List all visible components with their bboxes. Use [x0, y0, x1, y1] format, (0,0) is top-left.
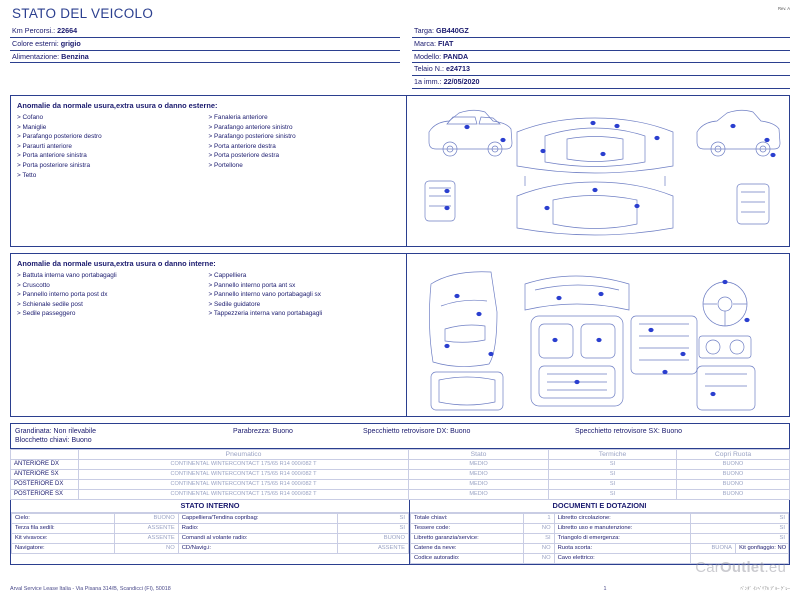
interior-value: ASSENTE	[115, 533, 179, 543]
tyre-state: MEDIO	[409, 489, 549, 499]
documents-title: DOCUMENTI E DOTAZIONI	[410, 500, 789, 513]
tyres-header-termiche: Termiche	[549, 449, 677, 459]
list-item: > Cofano	[17, 113, 44, 121]
list-item: > Tetto	[17, 171, 37, 179]
condition-blocchetto-label: Blocchetto chiavi:	[15, 437, 70, 445]
internal-damage-col-1	[17, 271, 209, 319]
tyres-header-row	[11, 449, 790, 459]
list-item: > Sedile passeggero	[17, 310, 76, 318]
field-colore-value: grigio	[60, 38, 81, 48]
table-row	[411, 543, 789, 553]
list-item: > Fanaleria anteriore	[208, 113, 268, 121]
identification-left-column	[10, 25, 400, 89]
list-item: > Schienale sedile post	[17, 300, 83, 308]
list-item: > Pannello interno vano portabagagli sx	[208, 291, 321, 299]
tyre-hubcap: BUONO	[677, 469, 790, 479]
field-marca-value: FIAT	[437, 38, 454, 48]
field-km-label: Km Percorsi.:	[12, 26, 56, 35]
tyre-state: MEDIO	[409, 459, 549, 469]
condition-grandinata-label: Grandinata:	[15, 427, 52, 435]
interior-label: Navigatore:	[12, 543, 115, 553]
field-targa	[412, 25, 790, 38]
external-damage-col-1	[17, 113, 209, 180]
exterior-vehicle-diagram	[407, 96, 789, 246]
list-item: > Sedile guidatore	[208, 300, 261, 308]
field-targa-value: GB440GZ	[435, 26, 469, 35]
interior-status-panel	[10, 500, 410, 565]
list-item: > Cappelliera	[208, 271, 247, 279]
field-alimentazione	[10, 51, 400, 64]
condition-parabrezza-value: Buono	[272, 427, 293, 435]
documents-table	[410, 513, 789, 564]
list-item: > Porta anteriore sinistra	[17, 152, 87, 160]
document-value: SI	[690, 513, 788, 523]
tyres-table	[10, 449, 790, 500]
table-row	[11, 489, 790, 499]
internal-damage-col-2	[209, 271, 401, 319]
document-value: SI	[690, 533, 788, 543]
tyre-hubcap: BUONO	[677, 479, 790, 489]
list-item: > Portellone	[208, 161, 243, 169]
tyre-hubcap: BUONO	[677, 459, 790, 469]
tyre-model: CONTINENTAL WINTERCONTACT 175/65 R14 000/082 T	[79, 459, 409, 469]
list-item: > Porta posteriore destra	[208, 152, 280, 160]
list-item: > Porta anteriore destra	[208, 142, 276, 150]
document-label: Libretto circolazione:	[554, 513, 690, 523]
watermark	[695, 559, 786, 576]
list-item: > Maniglie	[17, 123, 47, 131]
document-label: Libretto garanzia/service:	[411, 533, 524, 543]
document-value: BUONA	[690, 543, 735, 553]
list-item: > Tappezzeria interna vano portabagagli	[208, 310, 323, 318]
internal-damage-block	[10, 253, 790, 417]
interior-label: Kit vivavoce:	[12, 533, 115, 543]
document-label: Tessere code:	[411, 523, 524, 533]
list-item: > Cruscotto	[17, 281, 50, 289]
interior-value: SI	[337, 513, 408, 523]
interior-status-table	[11, 513, 409, 554]
identification-section	[10, 25, 790, 89]
field-telaio	[412, 63, 790, 76]
list-item: > Porta posteriore sinistra	[17, 161, 90, 169]
table-row	[12, 513, 409, 523]
document-extra	[736, 543, 789, 553]
condition-parabrezza-label: Parabrezza:	[233, 427, 271, 435]
condition-specchietto-sx-value: Buono	[661, 427, 683, 435]
table-row	[12, 533, 409, 543]
interior-label: CD/Navig.i:	[178, 543, 337, 553]
list-item: > Parafango anteriore sinistro	[208, 123, 293, 131]
footer-address: Arval Service Lease Italia - Via Pisana 314/B, Scandicci (FI), 50018	[10, 586, 171, 592]
table-row	[12, 523, 409, 533]
document-label: Totale chiavi:	[411, 513, 524, 523]
interior-label: Cappelliera/Tendina copribag:	[178, 513, 337, 523]
list-item: > Paraurti anteriore	[17, 142, 72, 150]
table-row	[411, 523, 789, 533]
field-km-value: 22664	[57, 26, 78, 35]
field-modello-label: Modello:	[414, 51, 442, 61]
table-row	[11, 479, 790, 489]
list-item: > Parafango posteriore destro	[17, 133, 102, 141]
watermark-part2: Outlet	[720, 559, 765, 576]
interior-status-title: STATO INTERNO	[11, 500, 409, 513]
tyre-model: CONTINENTAL WINTERCONTACT 175/65 R14 000/082 T	[79, 469, 409, 479]
field-km	[10, 25, 400, 38]
condition-blocchetto-value: Buono	[71, 437, 92, 445]
internal-damage-text	[11, 254, 407, 416]
external-damage-title: Anomalie da normale usura,extra usura o danno esterne:	[17, 100, 218, 110]
condition-specchietto-dx-value: Buono	[450, 427, 471, 435]
footer-note: ﾊﾟﾝﾀﾞ ｲﾝﾍﾟﾘｱﾙ ﾌﾞﾙｰ ｸﾞﾚｰ	[740, 586, 790, 591]
watermark-part3: .eu	[764, 559, 786, 576]
field-colore	[10, 38, 400, 51]
tyres-header-copriruota: Copri Ruota	[677, 449, 790, 459]
tyre-thermal: SI	[549, 459, 677, 469]
tyre-thermal: SI	[549, 479, 677, 489]
table-row	[11, 469, 790, 479]
condition-parabrezza	[233, 427, 363, 436]
tyres-header-stato: Stato	[409, 449, 549, 459]
document-label: Ruota scorta:	[554, 543, 690, 553]
tyre-state: MEDIO	[409, 479, 549, 489]
conditions-row-1	[15, 427, 785, 436]
field-telaio-value: e24713	[445, 64, 470, 74]
bottom-panels	[10, 500, 790, 565]
field-alimentazione-label: Alimentazione:	[12, 51, 60, 61]
field-modello-value: PANDA	[443, 51, 469, 61]
list-item: > Pannello interno porta ant sx	[208, 281, 296, 289]
list-item: > Pannello interno porta post dx	[17, 291, 108, 299]
tyre-position: POSTERIORE SX	[11, 489, 79, 499]
condition-grandinata	[15, 427, 233, 436]
document-label: Cavo elettrico:	[554, 553, 690, 563]
field-immatricolazione-value: 22/05/2020	[443, 77, 480, 87]
document-extra-value: NO	[777, 545, 787, 552]
table-row	[411, 513, 789, 523]
tyres-header-pneumatico: Pneumatico	[79, 449, 409, 459]
document-extra-label: Kit gonfiaggio:	[739, 545, 776, 552]
document-value: SI	[524, 533, 554, 543]
document-label: Triangolo di emergenza:	[554, 533, 690, 543]
field-telaio-label: Telaio N.:	[414, 64, 444, 74]
table-row	[11, 459, 790, 469]
interior-value: BUONO	[115, 513, 179, 523]
list-item: > Battuta interna vano portabagagli	[17, 271, 117, 279]
document-label: Codice autoradio:	[411, 553, 524, 563]
tyres-header-blank	[11, 449, 79, 459]
field-alimentazione-value: Benzina	[61, 51, 89, 61]
document-label: Libretto uso e manutenzione:	[554, 523, 690, 533]
tyre-thermal: SI	[549, 489, 677, 499]
interior-label: Cielo:	[12, 513, 115, 523]
document-value: NO	[524, 553, 554, 563]
footer	[10, 586, 790, 592]
interior-diagram-pane	[407, 254, 789, 416]
exterior-diagram-pane	[407, 96, 789, 246]
interior-value: NO	[115, 543, 179, 553]
external-damage-text	[11, 96, 407, 246]
interior-value: ASSENTE	[337, 543, 408, 553]
document-value: 1	[524, 513, 554, 523]
footer-page-number: 1	[603, 586, 607, 592]
watermark-part1: Car	[695, 559, 721, 576]
tyre-model: CONTINENTAL WINTERCONTACT 175/65 R14 000/082 T	[79, 479, 409, 489]
revision-label: Rev. A	[777, 6, 790, 11]
table-row	[411, 533, 789, 543]
table-row	[12, 543, 409, 553]
tyre-state: MEDIO	[409, 469, 549, 479]
condition-specchietto-sx	[575, 427, 785, 436]
field-targa-label: Targa:	[414, 26, 434, 35]
documents-panel	[410, 500, 790, 565]
conditions-row-2	[15, 436, 785, 445]
tyre-hubcap: BUONO	[677, 489, 790, 499]
interior-value: BUONO	[337, 533, 408, 543]
field-marca	[412, 38, 790, 51]
list-item: > Parafango posteriore sinistro	[208, 133, 296, 141]
condition-specchietto-sx-label: Specchietto retrovisore SX:	[575, 427, 660, 435]
document-value: NO	[524, 523, 554, 533]
tyre-position: ANTERIORE SX	[11, 469, 79, 479]
conditions-section	[10, 423, 790, 449]
tyre-thermal: SI	[549, 469, 677, 479]
condition-specchietto-dx-label: Specchietto retrovisore DX:	[363, 427, 449, 435]
identification-right-column	[400, 25, 790, 89]
interior-label: Comandi al volante radio:	[178, 533, 337, 543]
condition-specchietto-dx	[363, 427, 575, 436]
external-damage-block	[10, 95, 790, 247]
interior-vehicle-diagram	[407, 254, 789, 416]
tyre-position: POSTERIORE DX	[11, 479, 79, 489]
field-marca-label: Marca:	[414, 38, 436, 48]
field-immatricolazione	[412, 76, 790, 89]
internal-damage-title: Anomalie da normale usura,extra usura o danno interne:	[17, 258, 216, 268]
document-value: NO	[524, 543, 554, 553]
interior-value: SI	[337, 523, 408, 533]
interior-label: Radio:	[178, 523, 337, 533]
interior-value: ASSENTE	[115, 523, 179, 533]
document-value: SI	[690, 523, 788, 533]
field-colore-label: Colore esterni:	[12, 38, 59, 48]
condition-grandinata-value: Non rilevabile	[53, 427, 96, 435]
tyre-model: CONTINENTAL WINTERCONTACT 175/65 R14 000/082 T	[79, 489, 409, 499]
document-label: Catene da neve:	[411, 543, 524, 553]
external-damage-col-2	[209, 113, 401, 180]
field-modello	[412, 51, 790, 64]
interior-label: Terza fila sedili:	[12, 523, 115, 533]
page-title: STATO DEL VEICOLO	[12, 6, 154, 21]
field-immatricolazione-label: 1a imm.:	[414, 77, 442, 87]
tyre-position: ANTERIORE DX	[11, 459, 79, 469]
condition-blocchetto	[15, 436, 233, 445]
